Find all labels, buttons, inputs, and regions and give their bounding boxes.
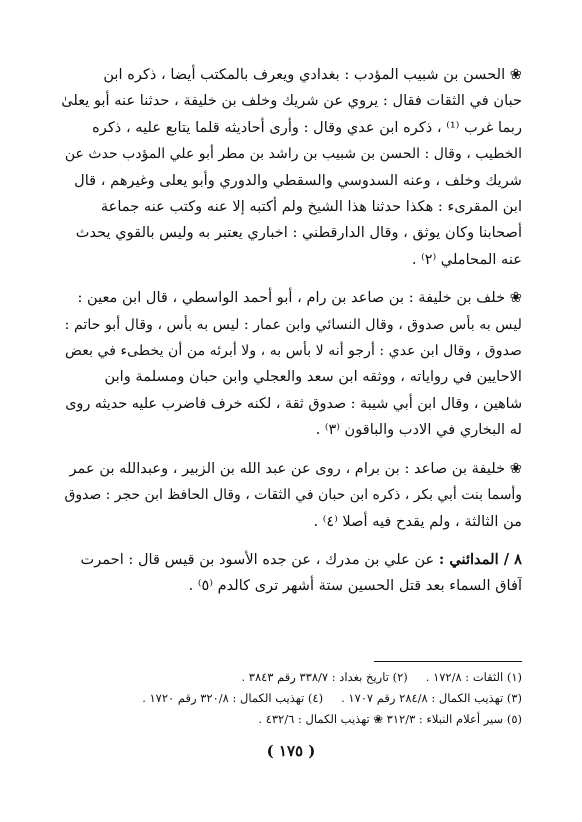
- text-line: شاهين ، وقال ابن أبي شيبة : صدوق ثقة ، لكنه خرف فاضرب عليه حديثه روى: [65, 395, 522, 412]
- entry-khalifa-ibn-saed: [60, 456, 522, 535]
- text-line: أصحابنا وكان يوثق ، وقال الدارقطني : اخباري يعتبر به وليس بالقوي يحدث: [75, 224, 522, 242]
- footnote: (٤) تهذيب الكمال : ٣٢٠/٨ رقم ١٧٢٠ .: [142, 691, 324, 705]
- text-line: شريك وخلف ، وعنه السدوسي والسقطي والدوري وأبو يعلى وغيرهم ، قال: [74, 171, 522, 189]
- text-line: ❀ خليفة بن صاعد : بن برام ، روى عن عبد الله بن الزبير ، وعبدالله بن عمر: [69, 459, 522, 477]
- text-line: ليس به بأس صدوق ، وقال النسائي وابن عمار : ليس به بأس ، وقال أبو حاتم :: [64, 316, 522, 333]
- text-line: ابن المقرىء : هكذا حدثنا هذا الشيخ ولم أكتبه إلا عنه وكتب عنه جماعة: [100, 198, 522, 216]
- text-line: له البخاري في الادب والباقون ⁽٣⁾ .: [315, 421, 522, 439]
- footnote: (٥) سير أعلام النبلاء : ٣١٢/٣ ❀ تهذيب الكمال : ٤٣٢/٦ .: [258, 712, 522, 726]
- text-line: ❀ الحسن بن شبيب المؤدب : بغدادي ويعرف بالمكتب أيضا ، ذكره ابن: [103, 66, 522, 83]
- footnotes: [60, 667, 522, 730]
- text-line: الاحايين في رواياته ، ووثقه ابن سعد والعجلي وابن حبان ومسلمة وابن: [104, 368, 522, 386]
- footnote-divider: [374, 661, 522, 662]
- entry-hasan-ibn-shabib: [60, 62, 522, 273]
- footnote: (١) الثقات : ١٧٢/٨ .: [425, 670, 522, 684]
- footnote-row: [60, 667, 522, 688]
- text-line: وأسما بنت أبي بكر ، ذكره ابن حبان في الثقات ، وقال الحافظ ابن حجر : صدوق: [64, 487, 522, 504]
- entry-khalaf-ibn-khalifa: [60, 285, 522, 443]
- text-line: ربما غرب ⁽¹⁾ ، ذكره ابن عدي وقال : وأرى أحاديثه قلما يتابع عليه ، ذكره: [92, 118, 522, 136]
- entry-text: عن علي بن مدرك ، عن جده الأسود بن قيس قال : احمرت: [80, 550, 439, 568]
- entry-number-label: ٨ / المدائني :: [438, 550, 522, 568]
- footnote-row: [60, 709, 522, 730]
- footnote: (٢) تاريخ بغداد : ٣٣٨/٧ رقم ٣٨٤٣ .: [241, 670, 408, 684]
- text-line: حبان في الثقات فقال : يروي عن شريك وخلف بن خليفة ، حدثنا عنه أبو يعلىٰ: [61, 92, 522, 110]
- footnote: (٣) تهذيب الكمال : ٢٨٤/٨ رقم ١٧٠٧ .: [341, 691, 522, 705]
- footnote-row: [60, 688, 522, 709]
- text-line: [60, 547, 522, 573]
- text-line: صدوق ، وقال ابن عدي : أرجو أنه لا بأس به ، ولا أبرئه من أن يخطىء في بعض: [64, 343, 522, 360]
- text-line: ❀ خلف بن خليفة : بن صاعد بن رام ، أبو أحمد الواسطي ، قال ابن معين :: [77, 289, 522, 307]
- page-number: ( ١٧٥ ): [266, 742, 316, 760]
- text-line: آفاق السماء بعد قتل الحسين ستة أشهر ترى كالدم ⁽٥⁾ .: [188, 577, 522, 595]
- text-line: الخطيب ، وقال : الحسن بن شبيب بن راشد بن مطر أبو علي المؤدب حدث عن: [64, 146, 522, 163]
- text-line: من الثالثة ، ولم يقدح فيه أصلا ⁽٤⁾ .: [313, 512, 522, 530]
- entry-madaini: [60, 547, 522, 600]
- text-line: عنه المحاملي ⁽٢⁾ .: [411, 250, 522, 268]
